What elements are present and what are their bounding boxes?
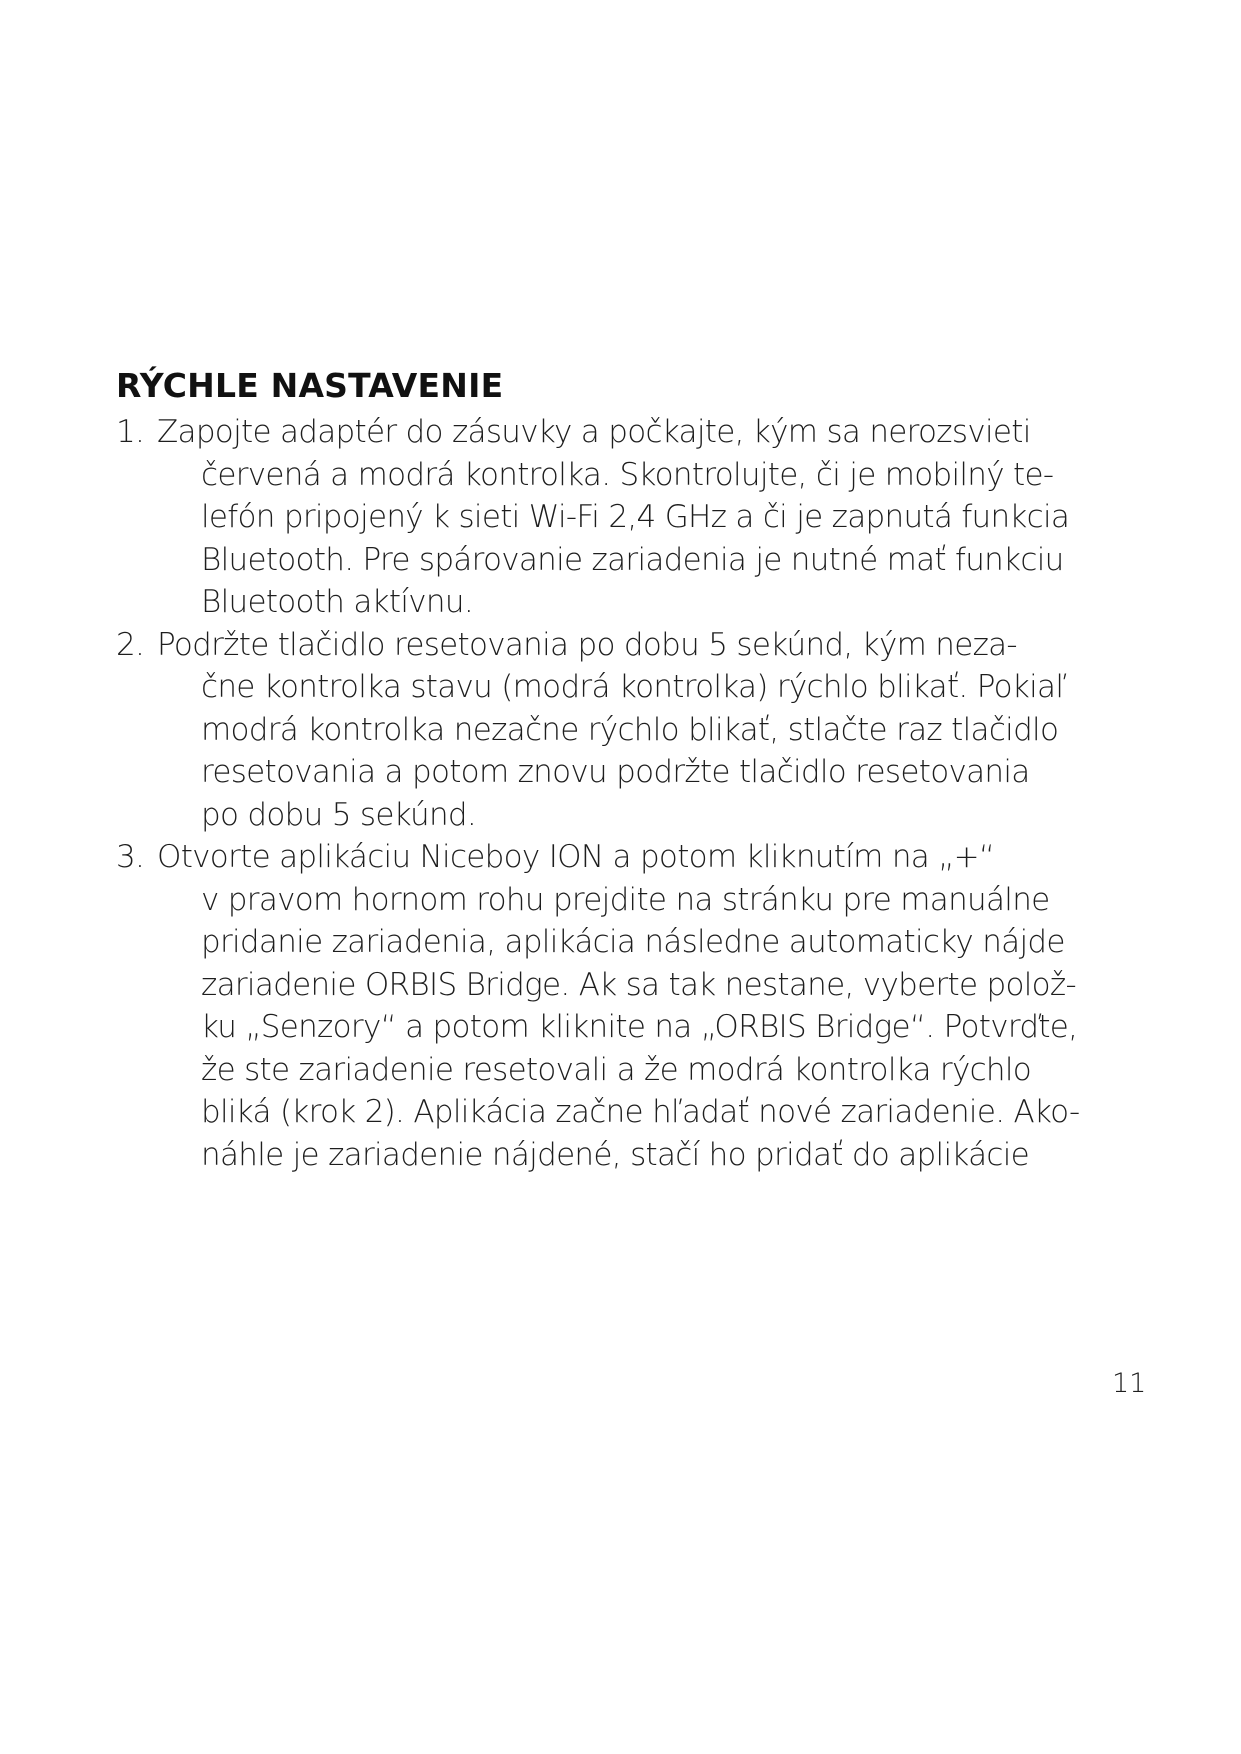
step-text-line: Bluetooth aktívnu. [201, 584, 473, 620]
step-text-line: v pravom hornom rohu prejdite na stránku pre manuálne [201, 881, 1050, 918]
setup-step-2 [116, 624, 1156, 837]
step-text-line: lefón pripojený k sieti Wi-Fi 2,4 GHz a či je zapnutá funkcia [201, 499, 1070, 535]
step-text-line: po dobu 5 sekúnd. [201, 796, 477, 833]
step-number: 1. [116, 414, 145, 450]
step-text-line: zariadenie ORBIS Bridge. Ak sa tak nestane, vyberte polož- [201, 966, 1076, 1003]
step-text-line: modrá kontrolka nezačne rýchlo blikať, stlačte raz tlačidlo [201, 711, 1059, 748]
step-text-line: červená a modrá kontrolka. Skontrolujte, či je mobilný te- [201, 456, 1054, 493]
page-number: 11 [1112, 1368, 1147, 1399]
step-text-line: ku „Senzory“ a potom kliknite na „ORBIS Bridge“. Potvrďte, [201, 1009, 1078, 1045]
setup-step-1 [116, 411, 1156, 624]
step-text-line: Otvorte aplikáciu Niceboy ION a potom kliknutím na „+“ [157, 839, 995, 875]
step-text-line: bliká (krok 2). Aplikácia začne hľadať nové zariadenie. Ako- [201, 1094, 1080, 1130]
step-text-line: Zapojte adaptér do zásuvky a počkajte, kým sa nerozsvieti [157, 414, 1031, 450]
step-number: 2. [116, 626, 145, 663]
setup-steps-list [116, 411, 1156, 1176]
step-text-line: náhle je zariadenie nájdené, stačí ho pridať do aplikácie [201, 1136, 1029, 1173]
step-number: 3. [116, 839, 145, 875]
step-text-line: Podržte tlačidlo resetovania po dobu 5 sekúnd, kým neza- [157, 626, 1017, 663]
step-text [157, 411, 1156, 624]
step-text-line: že ste zariadenie resetovali a že modrá kontrolka rýchlo [201, 1051, 1032, 1088]
section-heading: RÝCHLE NASTAVENIE [116, 366, 504, 405]
step-text-line: čne kontrolka stavu (modrá kontrolka) rýchlo blikať. Pokiaľ [201, 669, 1067, 705]
step-text-line: pridanie zariadenia, aplikácia následne automaticky nájde [201, 924, 1065, 960]
step-text [157, 624, 1156, 837]
step-text [157, 836, 1156, 1176]
step-text-line: Bluetooth. Pre spárovanie zariadenia je nutné mať funkciu [201, 541, 1064, 578]
step-text-line: resetovania a potom znovu podržte tlačidlo resetovania [201, 754, 1030, 790]
setup-step-3 [116, 836, 1156, 1176]
